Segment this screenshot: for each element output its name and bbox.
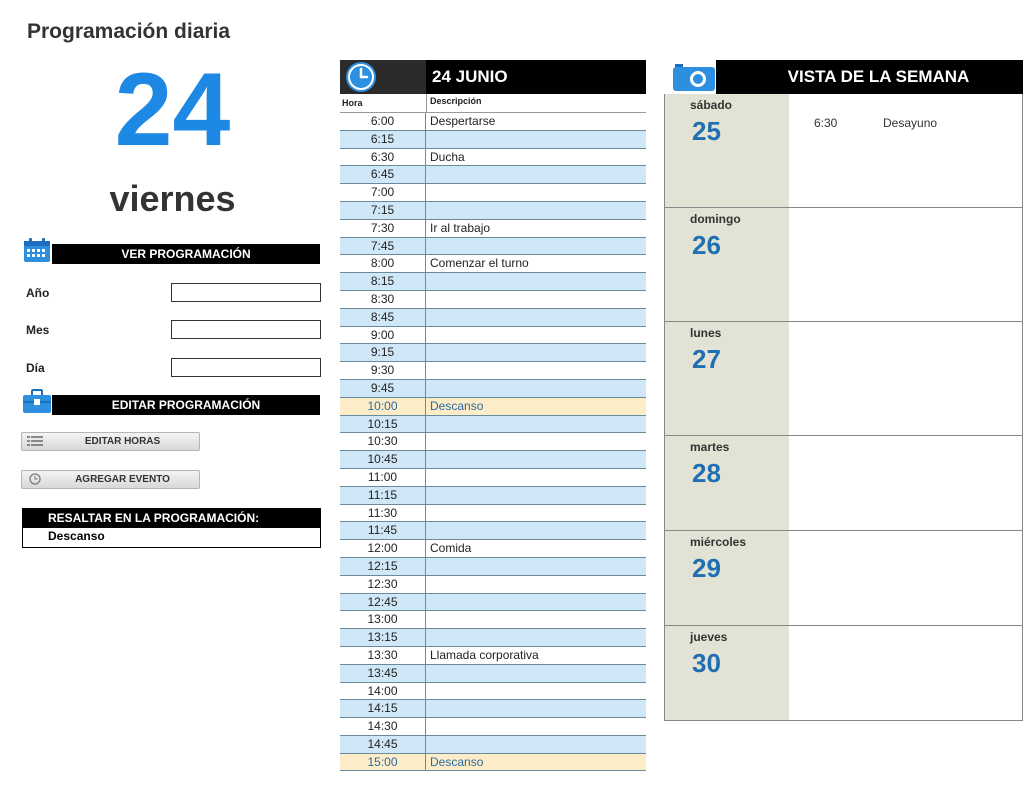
schedule-time: 14:45 [340, 736, 426, 753]
schedule-description[interactable]: Despertarse [430, 114, 496, 128]
week-day [665, 626, 1022, 720]
year-input[interactable] [171, 283, 321, 302]
schedule-row[interactable] [340, 469, 646, 487]
week-day-number: 28 [692, 458, 721, 488]
schedule-description[interactable]: Comenzar el turno [430, 256, 529, 271]
schedule-row[interactable] [340, 416, 646, 434]
schedule-row[interactable] [340, 576, 646, 594]
schedule-row[interactable] [340, 736, 646, 754]
week-day-name: domingo [690, 212, 741, 226]
schedule-time: 15:00 [340, 754, 426, 771]
schedule-time: 6:15 [340, 131, 426, 148]
schedule-time: 12:30 [340, 576, 426, 593]
week-day [665, 322, 1022, 436]
highlight-value[interactable]: Descanso [48, 529, 105, 543]
highlight-title: RESALTAR EN LA PROGRAMACIÓN: [23, 509, 320, 528]
schedule-time: 8:45 [340, 309, 426, 326]
schedule-row[interactable] [340, 238, 646, 256]
view-schedule-title: VER PROGRAMACIÓN [121, 247, 251, 261]
weekday-label: viernes [109, 178, 236, 219]
schedule-row[interactable] [340, 327, 646, 345]
week-header [664, 60, 1023, 94]
schedule-row[interactable] [340, 433, 646, 451]
schedule-date: 24 JUNIO [432, 67, 508, 86]
week-view [664, 60, 1023, 721]
week-days [664, 94, 1023, 721]
schedule-row[interactable] [340, 522, 646, 540]
schedule-time: 13:00 [340, 611, 426, 628]
daily-schedule [340, 60, 646, 771]
clock-icon [27, 473, 43, 485]
week-event-description: Desayuno [883, 116, 938, 130]
schedule-header [340, 60, 646, 94]
schedule-row[interactable] [340, 380, 646, 398]
week-day-number: 26 [692, 230, 721, 260]
schedule-time: 7:15 [340, 202, 426, 219]
week-day [665, 208, 1022, 322]
schedule-time: 9:45 [340, 380, 426, 397]
schedule-row[interactable] [340, 202, 646, 220]
week-day-name: martes [690, 440, 730, 454]
schedule-time: 6:45 [340, 166, 426, 183]
week-day-number: 30 [692, 648, 721, 678]
schedule-time: 9:30 [340, 362, 426, 379]
schedule-row[interactable] [340, 131, 646, 149]
schedule-row[interactable] [340, 700, 646, 718]
week-day-number: 27 [692, 344, 721, 374]
schedule-rows [340, 113, 646, 771]
schedule-row[interactable] [340, 505, 646, 523]
schedule-time: 7:30 [340, 220, 426, 237]
schedule-row[interactable] [340, 754, 646, 772]
schedule-row[interactable] [340, 291, 646, 309]
view-schedule-header [22, 244, 320, 264]
schedule-row[interactable] [340, 611, 646, 629]
schedule-time: 11:45 [340, 522, 426, 539]
week-day-side [665, 322, 789, 435]
edit-schedule-title: EDITAR PROGRAMACIÓN [111, 398, 261, 412]
week-day [665, 531, 1022, 626]
schedule-time: 10:15 [340, 416, 426, 433]
list-icon [27, 435, 43, 447]
schedule-time: 8:00 [340, 255, 426, 272]
schedule-time: 14:30 [340, 718, 426, 735]
schedule-time: 11:30 [340, 505, 426, 522]
schedule-time: 13:30 [340, 647, 426, 664]
column-description: Descripción [430, 96, 482, 106]
schedule-description[interactable]: Descanso [430, 398, 484, 413]
schedule-description[interactable]: Ir al trabajo [430, 220, 491, 235]
schedule-time: 9:15 [340, 344, 426, 361]
camera-icon [672, 62, 716, 97]
week-day-name: jueves [690, 630, 728, 644]
week-day-name: sábado [690, 98, 733, 112]
edit-hours-label: EDITAR HORAS [84, 436, 161, 447]
week-day-name: lunes [690, 326, 722, 340]
add-event-button[interactable] [21, 470, 200, 489]
schedule-time: 11:15 [340, 487, 426, 504]
schedule-time: 13:15 [340, 629, 426, 646]
schedule-row[interactable] [340, 718, 646, 736]
schedule-time: 12:00 [340, 540, 426, 557]
schedule-row[interactable] [340, 451, 646, 469]
schedule-row[interactable] [340, 309, 646, 327]
month-input[interactable] [171, 320, 321, 339]
clock-icon [345, 61, 377, 98]
schedule-time: 12:15 [340, 558, 426, 575]
add-event-label: AGREGAR EVENTO [75, 474, 170, 485]
schedule-row[interactable] [340, 184, 646, 202]
schedule-time: 7:45 [340, 238, 426, 255]
schedule-time: 9:00 [340, 327, 426, 344]
schedule-time: 6:00 [340, 113, 426, 130]
week-day [665, 436, 1022, 531]
schedule-time: 10:45 [340, 451, 426, 468]
week-day-number: 29 [692, 553, 721, 583]
week-day [665, 94, 1022, 208]
schedule-time: 8:15 [340, 273, 426, 290]
week-day-number: 25 [692, 116, 721, 146]
week-event-time: 6:30 [814, 116, 838, 130]
schedule-row[interactable] [340, 558, 646, 576]
schedule-row[interactable] [340, 149, 646, 167]
toolbox-icon [22, 389, 52, 415]
schedule-row[interactable] [340, 166, 646, 184]
edit-hours-button[interactable] [21, 432, 200, 451]
schedule-row[interactable] [340, 647, 646, 665]
schedule-time: 7:00 [340, 184, 426, 201]
day-number: 24 [114, 52, 231, 168]
calendar-icon [22, 238, 52, 264]
schedule-description[interactable]: Llamada corporativa [430, 647, 539, 662]
schedule-row[interactable] [340, 113, 646, 131]
schedule-row[interactable] [340, 273, 646, 291]
page-title: Programación diaria [27, 20, 231, 43]
schedule-time: 14:15 [340, 700, 426, 717]
schedule-time: 10:00 [340, 398, 426, 415]
schedule-description[interactable]: Comida [430, 541, 472, 556]
schedule-time: 6:30 [340, 149, 426, 166]
schedule-row[interactable] [340, 344, 646, 362]
schedule-row[interactable] [340, 629, 646, 647]
week-title: VISTA DE LA SEMANA [787, 67, 970, 86]
schedule-time: 8:30 [340, 291, 426, 308]
schedule-description[interactable]: Ducha [430, 149, 465, 164]
schedule-row[interactable] [340, 594, 646, 612]
schedule-time: 10:30 [340, 433, 426, 450]
year-label: Año [26, 286, 50, 300]
schedule-description[interactable]: Descanso [430, 754, 484, 769]
day-label: Día [26, 361, 45, 375]
column-hour: Hora [342, 98, 363, 108]
schedule-row[interactable] [340, 665, 646, 683]
schedule-time: 11:00 [340, 469, 426, 486]
schedule-time: 14:00 [340, 683, 426, 700]
day-input[interactable] [171, 358, 321, 377]
schedule-row[interactable] [340, 398, 646, 416]
schedule-row[interactable] [340, 255, 646, 273]
edit-schedule-header [22, 395, 320, 415]
highlight-panel [22, 508, 321, 548]
schedule-time: 12:45 [340, 594, 426, 611]
schedule-row[interactable] [340, 683, 646, 701]
schedule-row[interactable] [340, 362, 646, 380]
month-label: Mes [26, 323, 50, 337]
schedule-row[interactable] [340, 220, 646, 238]
schedule-column-headers [340, 94, 646, 113]
schedule-time: 13:45 [340, 665, 426, 682]
schedule-row[interactable] [340, 487, 646, 505]
week-day-name: miércoles [690, 535, 747, 549]
schedule-row[interactable] [340, 540, 646, 558]
